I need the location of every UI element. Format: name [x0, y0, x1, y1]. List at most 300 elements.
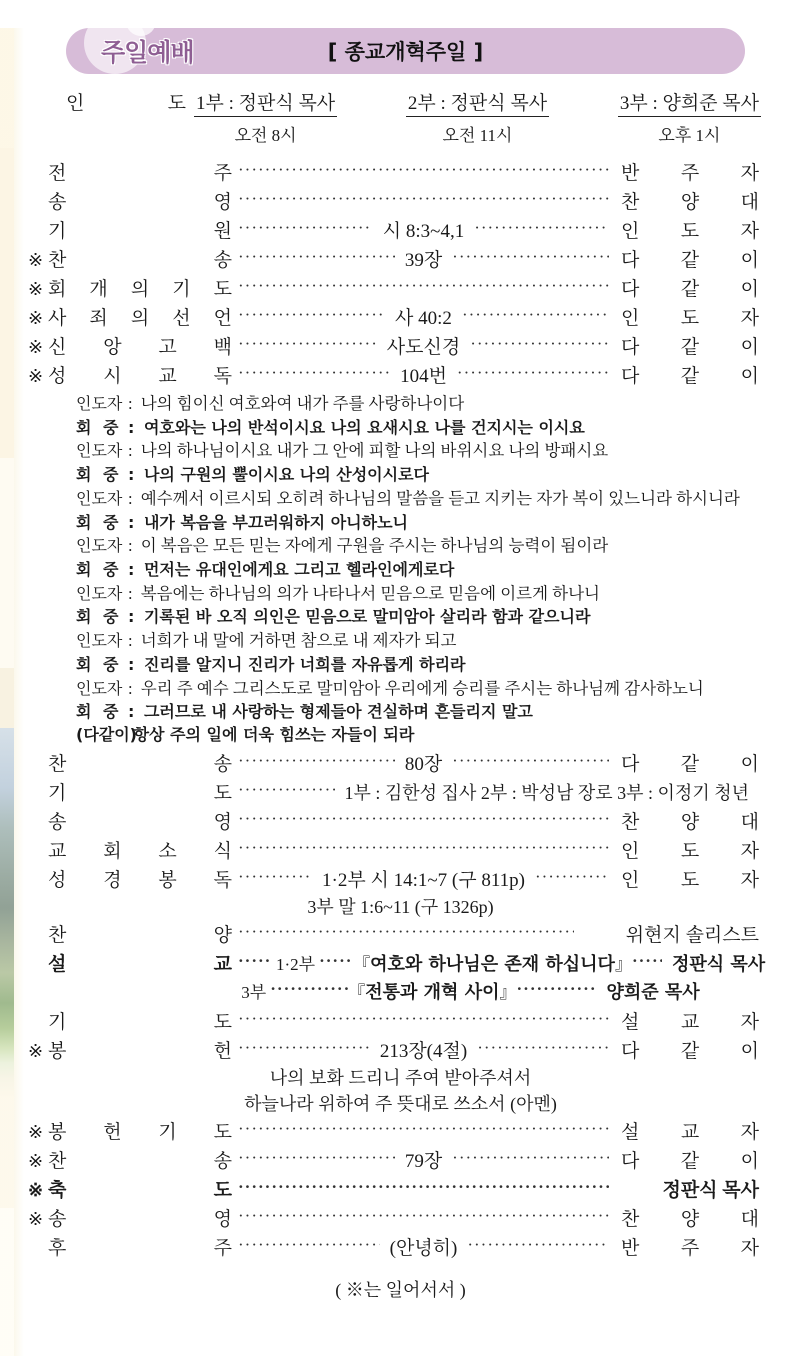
- order-row-mark: ※: [28, 1150, 44, 1171]
- responsive-text: 나의 하나님이시요 내가 그 안에 피할 나의 바위시요 나의 방패시요: [136, 441, 609, 461]
- dot-leader: [238, 247, 395, 266]
- dot-leader: [238, 1009, 609, 1028]
- responsive-text: 나의 힘이신 여호와여 내가 주를 사랑하나이다: [136, 394, 465, 413]
- order-row-name-char: 영: [213, 192, 232, 213]
- order-row-name-char: 고: [158, 337, 177, 358]
- order-row-name-char: 양: [213, 924, 232, 946]
- order-row-name-char: 찬: [48, 924, 67, 946]
- order-row-name-char: 후: [48, 1237, 67, 1259]
- order-row-name-char: 송: [213, 753, 232, 775]
- responsive-speaker-label: 회 중: [76, 702, 122, 722]
- order-row-name-char: 회: [48, 279, 67, 300]
- responsive-text: 먼저는 유대인에게요 그리고 헬라인에게로다: [138, 560, 455, 580]
- order-row-role-char: 주: [680, 163, 700, 184]
- order-row-name-char: 기: [48, 221, 67, 242]
- dot-leader: [238, 189, 609, 208]
- service-header: [0, 88, 801, 146]
- responsive-speaker-label: 인도자: [76, 680, 123, 698]
- order-row-role-char: 자: [740, 1011, 759, 1033]
- dot-leader: [238, 780, 335, 799]
- service-header-label-char-1: 인: [66, 93, 85, 114]
- dot-leader: [238, 1206, 609, 1225]
- responsive-colon: :: [128, 536, 133, 556]
- order-row: [0, 187, 801, 216]
- order-row-mark: ※: [28, 1040, 44, 1061]
- service-header-label: [66, 88, 194, 115]
- responsive-speaker-label: 회 중: [76, 607, 122, 627]
- sermon-part-label-2: 3부: [241, 982, 267, 1002]
- order-row-mark: ※: [28, 1179, 44, 1200]
- order-row-detail: 사도신경: [386, 337, 461, 358]
- order-row-role-char: 다: [620, 753, 640, 775]
- order-row-name-char: 언: [213, 308, 232, 329]
- order-row: [0, 807, 801, 836]
- order-row-anthem: [0, 920, 801, 949]
- order-row-role-char: 이: [740, 1040, 759, 1062]
- responsive-colon: :: [128, 607, 135, 627]
- order-row-scripture-reading: [0, 865, 801, 894]
- order-row-role-char: 도: [680, 308, 700, 329]
- order-row-role-char: 이: [740, 1150, 759, 1172]
- order-row-role-char: 교: [680, 1011, 700, 1033]
- standing-note: ( ※는 일어서서 ): [335, 1279, 466, 1300]
- order-row-detail: 104번: [400, 366, 447, 387]
- page-title: [ 종교개혁주일 ]: [327, 40, 484, 64]
- order-row: [0, 245, 801, 274]
- order-row-role-char: 같: [680, 366, 700, 387]
- order-row-name-char: 봉: [48, 1121, 67, 1143]
- dot-leader: [319, 951, 353, 970]
- order-row-name-char: 독: [213, 869, 232, 891]
- service-1-leader: 1부 : 정판식 목사: [194, 88, 337, 117]
- order-row-role-char: 설: [621, 1011, 640, 1033]
- order-row-role-char: 대: [740, 1208, 759, 1230]
- order-row-role: [609, 245, 759, 272]
- header-banner: [66, 28, 745, 74]
- order-row-name: [48, 332, 238, 359]
- order-row: [0, 216, 801, 245]
- dot-leader: [238, 809, 609, 828]
- order-row: [0, 1175, 801, 1204]
- order-row-name: [48, 807, 238, 834]
- responsive-line-congregation: [76, 512, 771, 535]
- responsive-text: 여호와는 나의 반석이시요 나의 요새시요 나를 건지시는 이시요: [138, 417, 585, 437]
- order-row-name-char: 사: [48, 308, 67, 329]
- dot-leader: [238, 1177, 609, 1196]
- sermon-part-label-1: 1·2부: [276, 954, 316, 974]
- service-3-leader: 3부 : 양희준 목사: [618, 88, 761, 117]
- responsive-speaker-label: 인도자: [76, 396, 123, 413]
- order-row-role-char: 같: [680, 753, 700, 775]
- order-row-name-char: 봉: [48, 1040, 67, 1062]
- order-row-name-char: 기: [172, 279, 191, 300]
- order-row-role: [609, 1204, 759, 1231]
- responsive-line-congregation: [76, 559, 771, 582]
- responsive-colon: :: [128, 488, 133, 508]
- order-row-name-char: 죄: [89, 308, 108, 329]
- dot-leader: [238, 922, 574, 941]
- responsive-colon: :: [128, 394, 133, 413]
- order-row-role-char: 도: [680, 869, 700, 891]
- order-row-name-char: 기: [48, 1011, 67, 1033]
- banner-circle-small-decoration: [126, 6, 156, 36]
- order-row: [0, 1146, 801, 1175]
- order-row-name: [48, 749, 238, 776]
- order-row-name-char: 찬: [48, 1150, 67, 1172]
- dot-leader: [535, 867, 609, 886]
- order-row-name: [48, 361, 238, 388]
- order-row-mark: ※: [28, 1208, 44, 1229]
- order-row-role-char: 다: [620, 1150, 640, 1172]
- order-row-detail: 79장: [404, 1150, 443, 1172]
- order-row-name-char: 주: [213, 163, 232, 184]
- responsive-line-leader: [76, 392, 771, 417]
- sermon-title-1-group: [353, 950, 632, 976]
- order-of-service-part-5: [0, 1117, 801, 1262]
- dot-leader: [238, 334, 377, 353]
- order-row-role: [609, 158, 759, 185]
- order-row-role-char: 자: [740, 1121, 759, 1143]
- order-row-name-char: 설: [48, 953, 67, 975]
- order-row-role-char: 이: [740, 366, 759, 387]
- responsive-line-congregation: [76, 417, 771, 440]
- order-row-role: [609, 216, 759, 243]
- order-row-name: [48, 865, 238, 892]
- responsive-colon: :: [128, 441, 133, 461]
- anthem-performer: 위현지 솔리스트: [625, 924, 759, 946]
- order-row-name-char: 기: [48, 782, 67, 804]
- service-1-time: 오전 8시: [234, 126, 297, 145]
- order-row-name: [48, 1036, 238, 1063]
- responsive-line-leader: [76, 582, 771, 607]
- order-row-name: [48, 216, 238, 243]
- dot-leader: [238, 838, 609, 857]
- order-row-name-char: 영: [213, 1208, 232, 1230]
- order-row-role-char: 설: [621, 1121, 640, 1143]
- responsive-colon: :: [128, 631, 133, 651]
- order-row-role-char: 같: [680, 279, 700, 300]
- dot-leader: [462, 305, 609, 324]
- responsive-text: 복음에는 하나님의 의가 나타나서 믿음으로 믿음에 이르게 하나니: [136, 583, 600, 603]
- order-row-role: [609, 865, 759, 892]
- dot-leader: [238, 276, 609, 295]
- order-row: [0, 1233, 801, 1262]
- responsive-line-congregation: [76, 701, 771, 724]
- order-row-name: [48, 303, 238, 330]
- responsive-colon: :: [128, 702, 135, 722]
- sermon-preacher-1: 정판식 목사: [671, 953, 766, 975]
- responsive-colon: :: [128, 654, 135, 674]
- dot-leader: [632, 951, 662, 970]
- responsive-line-leader: [76, 677, 771, 702]
- order-row-role: [609, 332, 759, 359]
- responsive-line-leader: [76, 439, 771, 464]
- order-row: [0, 332, 801, 361]
- responsive-line-congregation: [76, 654, 771, 677]
- order-row-role-char: 주: [680, 1237, 700, 1259]
- order-row-role-char: 이: [740, 337, 759, 358]
- order-row-name-char: 경: [103, 869, 122, 891]
- order-row-mark: ※: [28, 279, 44, 299]
- order-row-name-char: 도: [213, 1011, 232, 1033]
- responsive-speaker-label: 인도자: [76, 538, 123, 556]
- order-row-role: [609, 1146, 759, 1173]
- order-row-role: [609, 749, 759, 776]
- order-row-role: [609, 187, 759, 214]
- order-row-role-char: 자: [740, 163, 759, 184]
- order-row-name-char: 전: [48, 163, 67, 184]
- order-row-role: [609, 274, 759, 301]
- order-row: [0, 274, 801, 303]
- order-row-name: [48, 274, 238, 301]
- order-row-name: [48, 1175, 238, 1202]
- dot-leader: [270, 979, 348, 998]
- order-row-role-char: 이: [740, 279, 759, 300]
- dot-leader: [238, 363, 390, 382]
- order-row-sermon-1: [0, 949, 801, 978]
- order-row-role: [609, 361, 759, 388]
- order-row-name-char: 성: [48, 869, 67, 891]
- responsive-speaker-label: 회 중: [76, 654, 122, 674]
- service-2-leader: 2부 : 정판식 목사: [406, 88, 549, 117]
- order-row-role: [609, 1233, 759, 1260]
- order-row-role-char: 인: [620, 308, 640, 329]
- order-row-role-char: 대: [740, 192, 759, 213]
- service-column-2: [406, 88, 549, 146]
- order-row-name: [48, 245, 238, 272]
- order-row-name: [48, 836, 238, 863]
- dot-leader: [457, 363, 609, 382]
- close-bracket-icon: 』: [614, 954, 632, 974]
- responsive-line-all: [76, 724, 771, 747]
- order-row-role-char: 자: [740, 869, 759, 891]
- order-row-role-char: 다: [621, 1040, 640, 1062]
- responsive-text: 나의 구원의 뿔이시요 나의 산성이시로다: [138, 465, 430, 485]
- order-row-name-char: 찬: [48, 753, 67, 775]
- order-of-service-part-4: [0, 1007, 801, 1065]
- order-row-detail: 사 40:2: [395, 308, 452, 329]
- order-row-name: [48, 1233, 238, 1260]
- service-column-1: [194, 88, 337, 146]
- order-row-name: [48, 920, 238, 947]
- order-row-role: [609, 1117, 759, 1144]
- order-of-service-part-2: [0, 749, 801, 778]
- order-row-name-char: 교: [48, 840, 67, 862]
- order-row-role-char: 자: [740, 840, 759, 862]
- order-row-role-char: 이: [740, 753, 759, 775]
- responsive-text: 항상 주의 일에 더욱 힘쓰는 자들이 되라: [128, 725, 415, 745]
- order-row-role-char: 찬: [621, 1208, 640, 1230]
- order-row-name-char: 앙: [103, 337, 122, 358]
- order-row-role-char: 같: [680, 1040, 700, 1062]
- order-row-name-char: 소: [158, 840, 177, 862]
- order-row-name-char: 찬: [48, 250, 67, 271]
- order-row-name-char: 교: [213, 953, 232, 975]
- responsive-speaker-label: (다같이): [76, 725, 137, 745]
- order-row-name-char: 축: [48, 1179, 67, 1201]
- order-row-mark: ※: [28, 250, 44, 270]
- order-row-mark: ※: [28, 308, 44, 328]
- order-row-name-char: 영: [213, 811, 232, 833]
- order-row-role-char: 같: [680, 250, 700, 271]
- order-row-name-char: 봉: [158, 869, 177, 891]
- responsive-text: 진리를 알지니 진리가 너희를 자유롭게 하리라: [138, 654, 466, 674]
- order-row-name-char: 송: [48, 1208, 67, 1230]
- order-row-role-char: 같: [680, 337, 700, 358]
- order-row-name: [48, 1117, 238, 1144]
- order-of-service-part-1: [0, 158, 801, 390]
- order-row-detail: 39장: [404, 250, 443, 271]
- dot-leader: [474, 218, 609, 237]
- responsive-speaker-label: 회 중: [76, 465, 122, 485]
- order-row: [0, 1036, 801, 1065]
- order-row-role: [609, 1036, 759, 1063]
- responsive-speaker-label: 인도자: [76, 633, 123, 651]
- responsive-reading-block: [0, 390, 801, 749]
- dot-leader: [238, 1235, 380, 1254]
- order-row-name-char: 송: [213, 250, 232, 271]
- offering-verse-line-1: 나의 보화 드리니 주여 받아주셔서: [269, 1067, 532, 1088]
- order-of-service-part-3: [0, 807, 801, 865]
- responsive-text: 예수께서 이르시되 오히려 하나님의 말씀을 듣고 지키는 자가 복이 있느니라 하시니라: [136, 488, 740, 508]
- order-row-role-char: 자: [740, 308, 759, 329]
- order-row-detail: 시 8:3~4,1: [382, 221, 465, 242]
- order-row-role-char: 양: [680, 1208, 700, 1230]
- order-row-role-char: 이: [740, 250, 759, 271]
- sermon-title-1: 여호와 하나님은 존재 하십니다: [370, 953, 615, 975]
- order-row-role-char: 도: [680, 221, 700, 242]
- order-row-name-char: 기: [158, 1121, 177, 1143]
- order-row: [0, 158, 801, 187]
- service-column-3: [618, 88, 761, 146]
- order-row-name: [48, 778, 238, 805]
- dot-leader: [467, 1235, 609, 1254]
- order-row-mark: ※: [28, 1121, 44, 1142]
- order-row-name: [48, 1204, 238, 1231]
- order-row: [0, 836, 801, 865]
- sermon-title-2: 전통과 개혁 사이: [365, 981, 500, 1003]
- responsive-line-leader: [76, 487, 771, 512]
- order-row-role: [609, 1007, 759, 1034]
- order-row-name: [48, 1146, 238, 1173]
- service-header-label-char-2: 도: [167, 93, 186, 114]
- scripture-reference-1: 1·2부 시 14:1~7 (구 811p): [322, 869, 525, 891]
- order-row-detail: (안녕히): [389, 1237, 458, 1259]
- order-row-prayer: [0, 778, 801, 807]
- responsive-line-leader: [76, 534, 771, 559]
- open-bracket-icon: 『: [353, 954, 371, 974]
- order-row-role-char: 인: [621, 869, 640, 891]
- order-row-name-char: 도: [213, 1121, 232, 1143]
- order-row-role: [609, 303, 759, 330]
- dot-leader: [238, 160, 609, 179]
- dot-leader: [238, 751, 395, 770]
- order-row-role-char: 다: [620, 250, 640, 271]
- responsive-colon: :: [128, 583, 133, 603]
- responsive-speaker-label: 회 중: [76, 560, 122, 580]
- order-row: [0, 749, 801, 778]
- order-row-role: 정판식 목사: [662, 1179, 759, 1201]
- responsive-colon: :: [128, 560, 135, 580]
- order-row: [0, 1204, 801, 1233]
- order-row-role-char: 반: [621, 163, 640, 184]
- order-row: [0, 303, 801, 332]
- order-row-detail: 80장: [404, 753, 443, 775]
- responsive-colon: :: [128, 417, 135, 437]
- order-row-name: [48, 1007, 238, 1034]
- order-row-name: [48, 187, 238, 214]
- order-row-name-char: 시: [103, 366, 122, 387]
- responsive-line-congregation: [76, 464, 771, 487]
- responsive-colon: :: [128, 512, 135, 532]
- order-row-name-char: 의: [130, 308, 150, 329]
- order-row-role-char: 교: [680, 1121, 700, 1143]
- responsive-text: 내가 복음을 부끄러워하지 아니하노니: [138, 512, 408, 532]
- responsive-line-leader: [76, 629, 771, 654]
- order-row: [0, 361, 801, 390]
- order-row-role-char: 인: [620, 221, 640, 242]
- order-row-name-char: 독: [213, 366, 232, 387]
- order-row-role: [609, 836, 759, 863]
- dot-leader: [238, 1119, 609, 1138]
- order-row-name-char: 송: [48, 811, 67, 833]
- order-row-role-char: 자: [740, 1237, 759, 1259]
- order-row-role-char: 인: [621, 840, 640, 862]
- order-row-role-char: 도: [680, 840, 700, 862]
- service-2-time: 오전 11시: [442, 126, 513, 145]
- responsive-text: 우리 주 예수 그리스도로 말미암아 우리에게 승리를 주시는 하나님께 감사하노니: [136, 678, 704, 698]
- order-row-name-char: 송: [213, 1150, 232, 1172]
- order-row-name-char: 백: [213, 337, 232, 358]
- order-row-name-char: 헌: [213, 1040, 232, 1062]
- order-row-role-char: 다: [621, 279, 640, 300]
- order-row: [0, 1007, 801, 1036]
- responsive-text: 이 복음은 모든 믿는 자에게 구원을 주시는 하나님의 능력이 됨이라: [136, 536, 609, 556]
- responsive-colon: :: [128, 678, 133, 698]
- order-row-sermon-2: [0, 978, 801, 1007]
- prayer-assignments: 1부 : 김한성 집사 2부 : 박성남 장로 3부 : 이정기 청년: [344, 782, 749, 803]
- order-row-name-char: 성: [48, 366, 67, 387]
- responsive-text: 그러므로 내 사랑하는 형제들아 견실하며 흔들리지 말고: [138, 702, 533, 722]
- order-row-role-char: 찬: [621, 192, 640, 213]
- order-row-name-char: 교: [158, 366, 177, 387]
- order-row-mark: ※: [28, 366, 44, 386]
- dot-leader: [452, 1148, 609, 1167]
- service-columns: [194, 88, 761, 146]
- open-bracket-icon: 『: [348, 982, 366, 1002]
- order-row-name-char: 도: [213, 1179, 232, 1201]
- order-row: [0, 1117, 801, 1146]
- order-row-role-char: 찬: [621, 811, 640, 833]
- dot-leader: [238, 305, 385, 324]
- responsive-text: 기록된 바 오직 의인은 믿음으로 말미암아 살리라 함과 같으니라: [138, 607, 591, 627]
- order-row-name-char: 회: [103, 840, 122, 862]
- order-row-role: [609, 807, 759, 834]
- dot-leader: [238, 218, 373, 237]
- scripture-reference-2: 3부 말 1:6~11 (구 1326p): [307, 896, 494, 917]
- order-row-name-char: 주: [213, 1237, 232, 1259]
- order-row-name-char: 개: [89, 279, 108, 300]
- dot-leader: [452, 751, 609, 770]
- responsive-text: 너희가 내 말에 거하면 참으로 내 제자가 되고: [136, 631, 457, 651]
- dot-leader: [238, 1148, 395, 1167]
- order-row-name-char: 도: [213, 782, 232, 804]
- order-row-name-char: 의: [130, 279, 150, 300]
- order-row-name: [48, 158, 238, 185]
- sermon-title-2-group: [348, 978, 516, 1004]
- order-row-role-char: 양: [680, 811, 700, 833]
- dot-leader: [238, 1038, 370, 1057]
